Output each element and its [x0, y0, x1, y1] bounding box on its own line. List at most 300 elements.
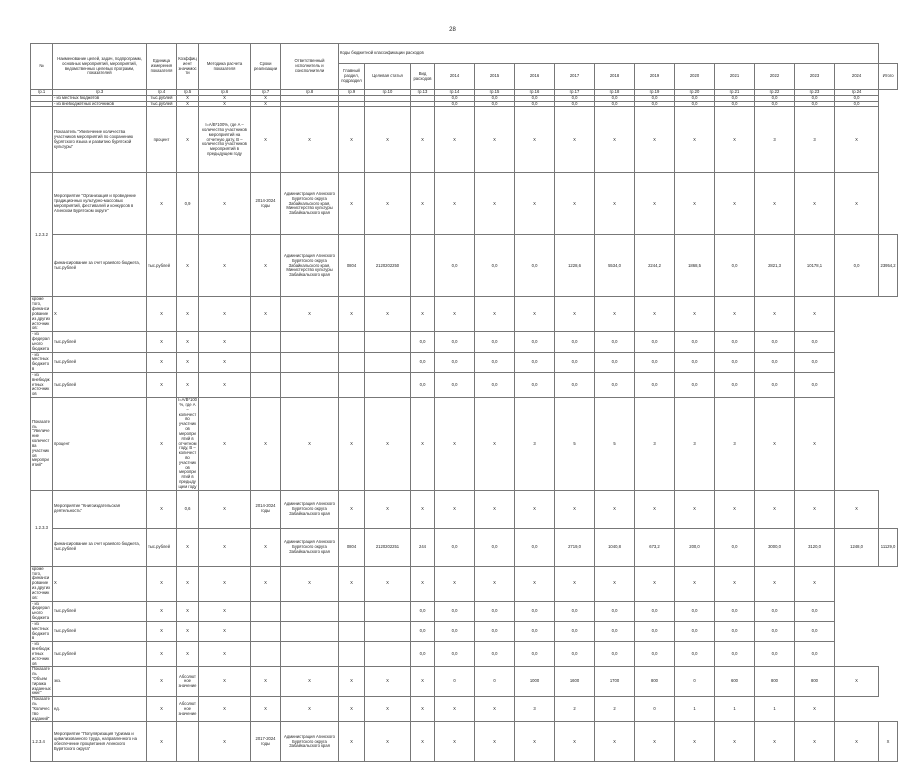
table-cell: 0,0: [795, 101, 835, 107]
table-cell: Х: [555, 107, 595, 173]
table-cell: Х: [435, 490, 475, 528]
table-cell: Х: [177, 235, 199, 297]
table-cell: Х: [715, 173, 755, 235]
table-cell: 0,0: [411, 372, 435, 397]
table-cell: 0,0: [435, 332, 475, 352]
table-cell: 0,0: [515, 352, 555, 372]
table-cell: процент: [147, 107, 177, 173]
table-cell: 0,0: [435, 642, 475, 667]
table-cell: Администрация Агинского Бурятского округа Забайкальского края: [281, 722, 339, 762]
table-cell: 0,0: [475, 528, 515, 566]
table-cell: 0,0: [635, 601, 675, 621]
table-cell: 0,0: [435, 528, 475, 566]
table-cell: 0,0: [715, 528, 755, 566]
row-label-cell: Показатель "Увеличение количества участников мероприятий": [31, 398, 53, 491]
table-cell: Х: [199, 101, 251, 107]
table-cell: 0,0: [715, 332, 755, 352]
table-cell: 0,0: [595, 352, 635, 372]
column-number-cell: гр.8: [281, 90, 339, 96]
table-cell: Х: [339, 667, 365, 697]
table-cell: 0,0: [475, 235, 515, 297]
col-method: Методика расчета показателя: [199, 44, 251, 90]
table-cell: 1000: [515, 667, 555, 697]
table-cell: 0,0: [715, 101, 755, 107]
table-cell: [411, 235, 435, 297]
table-cell: Х: [635, 107, 675, 173]
table-cell: 673,2: [635, 528, 675, 566]
table-cell: Х: [199, 490, 251, 528]
column-number-cell: гр.5: [177, 90, 199, 96]
table-cell: Х: [715, 722, 755, 762]
table-cell: Х: [555, 566, 595, 601]
col-year: 2021: [715, 64, 755, 90]
row-label-cell: кроме того, финансирование из других источников:: [31, 297, 53, 332]
col-year: 2020: [675, 64, 715, 90]
table-cell: 0: [435, 667, 475, 697]
col-term: Сроки реализации: [251, 44, 281, 90]
table-cell: Х: [199, 528, 251, 566]
table-cell: Х: [177, 528, 199, 566]
table-cell: Х: [435, 173, 475, 235]
table-cell: Х: [635, 566, 675, 601]
table-cell: Х: [251, 235, 281, 297]
table-cell: Х: [475, 722, 515, 762]
table-cell: 1040,8: [595, 528, 635, 566]
table-cell: 0,0: [411, 332, 435, 352]
table-cell: 0,0: [515, 372, 555, 397]
table-cell: [339, 332, 365, 352]
table-cell: Х: [147, 398, 177, 491]
column-number-cell: гр.17: [555, 90, 595, 96]
table-cell: 0,0: [475, 372, 515, 397]
table-cell: Х: [675, 173, 715, 235]
table-cell: 0,0: [475, 642, 515, 667]
table-cell: Х: [515, 722, 555, 762]
table-cell: I=A/B*100%, где A – количество участников мероприятий на отчетную дату, B – количество участников мероприятий в предыдущем году: [199, 107, 251, 173]
header-row-1: [31, 44, 898, 64]
table-cell: 0,0: [755, 352, 795, 372]
row-label-cell: - из местных бюджетов: [31, 352, 53, 372]
table-cell: Х: [835, 107, 879, 173]
table-cell: Х: [177, 621, 199, 641]
table-cell: Х: [147, 621, 177, 641]
table-cell: Х: [339, 490, 365, 528]
table-row: [31, 398, 898, 491]
table-cell: 11129,0: [879, 528, 898, 566]
table-cell: Х: [795, 722, 835, 762]
col-year: 2015: [475, 64, 515, 90]
table-cell: 0,0: [435, 352, 475, 372]
table-cell: 0,0: [715, 372, 755, 397]
table-cell: Х: [177, 297, 199, 332]
table-row: [31, 490, 898, 528]
column-number-cell: гр.24: [835, 90, 879, 96]
table-cell: 0,0: [435, 235, 475, 297]
table-row: [31, 235, 898, 297]
table-cell: [365, 601, 411, 621]
table-cell: Х: [475, 566, 515, 601]
table-cell: [281, 621, 339, 641]
table-cell: 3: [515, 398, 555, 491]
row-label-cell: [31, 107, 53, 173]
table-cell: 3: [715, 398, 755, 491]
table-cell: [365, 642, 411, 667]
row-label-cell: кроме того, финансирование из других источников:: [31, 566, 53, 601]
table-cell: 1: [755, 697, 795, 722]
table-cell: Х: [555, 722, 595, 762]
table-cell: 0,0: [595, 95, 635, 101]
row-label-cell: - из местных бюджетов: [31, 621, 53, 641]
table-cell: Х: [435, 697, 475, 722]
table-cell: 0,0: [675, 95, 715, 101]
table-cell: 1700: [595, 667, 635, 697]
table-cell: Х: [177, 601, 199, 621]
col-coef: Коэффициент значимости: [177, 44, 199, 90]
col-unit: Единица измерения показателя: [147, 44, 177, 90]
table-cell: 3000,0: [755, 528, 795, 566]
table-cell: 2: [595, 697, 635, 722]
table-cell: Х: [199, 332, 251, 352]
table-cell: Х: [435, 722, 475, 762]
table-cell: Х: [411, 566, 435, 601]
table-cell: Х: [411, 173, 435, 235]
table-cell: Х: [555, 490, 595, 528]
table-cell: Х: [411, 297, 435, 332]
table-cell: 0,0: [411, 601, 435, 621]
table-cell: 5: [555, 398, 595, 491]
table-row: [31, 528, 898, 566]
table-cell: I=A/B*100%, где A – количество участников мероприятий в отчетном году, B – количество участников мероприятий в предыдущем году: [178, 397, 197, 489]
row-label-cell: экз.: [53, 667, 147, 697]
table-cell: 2719,0: [555, 528, 595, 566]
column-number-cell: гр.3: [53, 90, 147, 96]
table-cell: Х: [251, 101, 281, 107]
page-number: 28: [449, 27, 456, 33]
table-cell: 0,0: [435, 101, 475, 107]
table-cell: Х: [177, 642, 199, 667]
table-cell: Администрация Агинского Бурятского округа Забайкальского края: [281, 490, 339, 528]
col-year: 2014: [435, 64, 475, 90]
table-cell: Х: [147, 667, 177, 697]
table-cell: 0,0: [475, 352, 515, 372]
table-cell: 0,0: [515, 235, 555, 297]
table-cell: Х: [199, 667, 251, 697]
table-cell: Х: [675, 107, 715, 173]
row-label-cell: тыс.рублей: [53, 621, 147, 641]
table-cell: Х: [411, 722, 435, 762]
table-cell: Х: [475, 107, 515, 173]
table-cell: 0,0: [675, 601, 715, 621]
column-number-cell: гр.7: [251, 90, 281, 96]
table-cell: 2244,2: [635, 235, 675, 297]
table-cell: 0,0: [555, 642, 595, 667]
table-cell: [251, 601, 281, 621]
table-cell: Х: [595, 297, 635, 332]
table-cell: 0,0: [795, 621, 835, 641]
table-cell: Х: [339, 398, 365, 491]
row-label-cell: Мероприятие "Книгоиздательская деятельность": [53, 490, 147, 528]
table-cell: Х: [595, 722, 635, 762]
table-cell: 0,0: [675, 101, 715, 107]
table-cell: Администрация Агинского Бурятского округа Забайкальского края: [281, 528, 339, 566]
table-cell: Х: [177, 101, 199, 107]
row-label-cell: Х: [53, 297, 147, 332]
table-cell: 0,0: [755, 332, 795, 352]
col-year: 2019: [635, 64, 675, 90]
table-cell: 0: [635, 697, 675, 722]
table-cell: тыс.рублей: [147, 101, 177, 107]
table-cell: Х: [199, 352, 251, 372]
table-cell: [251, 642, 281, 667]
table-row: [31, 297, 898, 332]
table-cell: 0,0: [635, 101, 675, 107]
table-cell: Х: [515, 107, 555, 173]
table-row: [31, 667, 898, 697]
row-label-cell: тыс.рублей: [147, 235, 177, 297]
table-cell: Х: [879, 722, 898, 762]
table-cell: 1: [675, 697, 715, 722]
table-cell: Х: [199, 173, 251, 235]
col-year: 2017: [555, 64, 595, 90]
table-cell: 600: [715, 667, 755, 697]
table-cell: Х: [281, 697, 339, 722]
row-label-cell: 1.2.3.3: [31, 490, 53, 566]
table-cell: Х: [475, 490, 515, 528]
table-cell: 0,0: [555, 332, 595, 352]
table-cell: 0,0: [755, 95, 795, 101]
table-cell: Х: [435, 297, 475, 332]
table-cell: Х: [435, 398, 475, 491]
table-cell: 0804: [339, 528, 365, 566]
table-cell: 0,0: [595, 601, 635, 621]
column-number-cell: гр.21: [715, 90, 755, 96]
col-year: 2016: [515, 64, 555, 90]
table-cell: 0,0: [715, 601, 755, 621]
table-cell: Х: [475, 697, 515, 722]
table-cell: 0: [675, 667, 715, 697]
table-cell: тыс.рублей: [147, 95, 177, 101]
table-cell: 0,0: [595, 372, 635, 397]
row-label-cell: - из федерального бюджета: [31, 332, 53, 352]
row-label-cell: 1.2.3.2: [31, 173, 53, 297]
table-cell: Х: [147, 372, 177, 397]
table-cell: Х: [795, 697, 835, 722]
table-cell: Х: [147, 697, 177, 722]
table-cell: Абсолютное значение: [177, 697, 199, 722]
table-cell: Х: [555, 173, 595, 235]
column-number-cell: гр.13: [411, 90, 435, 96]
table-cell: 0,0: [755, 601, 795, 621]
table-cell: [251, 352, 281, 372]
table-cell: 0,0: [715, 95, 755, 101]
col-itogo: Итого: [879, 64, 898, 90]
table-cell: 0,0: [795, 95, 835, 101]
table-cell: 0,0: [411, 352, 435, 372]
col-vid: Вид расходов: [411, 64, 435, 90]
table-cell: Х: [555, 297, 595, 332]
table-cell: 0,0: [835, 101, 879, 107]
table-cell: 0,0: [755, 372, 795, 397]
table-cell: 0: [475, 667, 515, 697]
table-cell: 23954,2: [879, 235, 898, 297]
table-cell: Х: [365, 398, 411, 491]
table-cell: Х: [835, 490, 879, 528]
table-cell: [281, 332, 339, 352]
table-cell: 0,0: [595, 332, 635, 352]
table-cell: 0,0: [555, 601, 595, 621]
table-cell: Х: [199, 697, 251, 722]
table-cell: Х: [147, 722, 177, 762]
table-cell: 0,0: [515, 621, 555, 641]
row-label-cell: Показатель "Количество изданий": [31, 697, 53, 722]
table-cell: 0,0: [475, 601, 515, 621]
table-cell: 1600: [555, 667, 595, 697]
table-cell: [339, 642, 365, 667]
table-cell: Х: [339, 173, 365, 235]
table-cell: Х: [835, 667, 879, 697]
table-cell: 200,0: [675, 528, 715, 566]
table-cell: Х: [515, 566, 555, 601]
table-cell: [339, 372, 365, 397]
table-cell: 0,0: [555, 621, 595, 641]
table-cell: Х: [595, 566, 635, 601]
table-cell: Х: [251, 297, 281, 332]
table-cell: Х: [835, 722, 879, 762]
row-label-cell: тыс.рублей: [53, 601, 147, 621]
table-cell: 0,0: [411, 642, 435, 667]
table-cell: Х: [795, 398, 835, 491]
row-label-cell: - из местных бюджетов: [53, 95, 147, 101]
table-cell: Х: [411, 398, 435, 491]
column-number-cell: гр.23: [795, 90, 835, 96]
table-cell: Х: [365, 490, 411, 528]
table-cell: [339, 601, 365, 621]
table-cell: 3: [795, 107, 835, 173]
table-cell: Х: [177, 95, 199, 101]
table-cell: Х: [199, 372, 251, 397]
table-row: [31, 642, 898, 667]
table-cell: [339, 352, 365, 372]
table-cell: Абсолютное значение: [177, 667, 199, 697]
column-number-cell: гр.18: [595, 90, 635, 96]
table-cell: Х: [199, 235, 251, 297]
table-cell: 0,0: [835, 235, 879, 297]
row-label-cell: финансирование за счет краевого бюджета, тыс.рублей: [53, 528, 147, 566]
table-cell: Администрация Агинского Бурятского округа Забайкальского края, Министерство культуры Забайкальского края: [281, 173, 339, 235]
table-cell: 0,0: [715, 621, 755, 641]
col-codes: Коды бюджетной классификации расходов: [339, 44, 879, 64]
budget-table: [30, 43, 898, 762]
table-cell: Х: [251, 566, 281, 601]
table-cell: 5: [595, 398, 635, 491]
table-cell: Х: [795, 490, 835, 528]
table-cell: Х: [281, 398, 339, 491]
row-label-cell: тыс.рублей: [53, 352, 147, 372]
table-cell: 0,0: [635, 95, 675, 101]
table-cell: Х: [339, 566, 365, 601]
table-cell: 0,6: [177, 490, 199, 528]
row-label-cell: Показатель "Увеличение количества участников мероприятий по сохранению бурятского языка и развитию бурятской культуры": [53, 107, 147, 173]
table-cell: 0,0: [795, 642, 835, 667]
table-cell: 0,0: [835, 95, 879, 101]
table-cell: 0,0: [595, 642, 635, 667]
col-razdel: Главный раздел, подраздел: [339, 64, 365, 90]
table-cell: 800: [795, 667, 835, 697]
table-cell: 2014-2024 годы: [251, 490, 281, 528]
table-cell: Х: [515, 297, 555, 332]
table-cell: Х: [435, 566, 475, 601]
table-row: [31, 566, 898, 601]
row-label-cell: Мероприятие "Организация и проведение традиционных культурно-массовых мероприятий, фестивалей и конкурсов в Агинском Бурятском округе": [53, 173, 147, 235]
table-cell: 0,0: [595, 101, 635, 107]
table-cell: Х: [199, 722, 251, 762]
column-number-cell: гр.19: [635, 90, 675, 96]
table-cell: Х: [411, 107, 435, 173]
table-cell: Х: [715, 566, 755, 601]
table-cell: Х: [339, 297, 365, 332]
table-cell: 0,0: [411, 621, 435, 641]
table-row: [31, 621, 898, 641]
table-row: [31, 601, 898, 621]
table-cell: Х: [281, 566, 339, 601]
column-number-cell: гр.15: [475, 90, 515, 96]
table-cell: 0,0: [755, 642, 795, 667]
column-number-cell: гр.10: [365, 90, 411, 96]
col-cel: Целевая статья: [365, 64, 411, 90]
table-cell: 0,0: [635, 332, 675, 352]
table-cell: Х: [147, 566, 177, 601]
table-cell: Х: [475, 173, 515, 235]
table-cell: Х: [281, 297, 339, 332]
table-cell: Х: [675, 722, 715, 762]
table-cell: Х: [199, 601, 251, 621]
table-cell: [365, 332, 411, 352]
row-label-cell: ед.: [53, 697, 147, 722]
table-cell: [281, 601, 339, 621]
col-year: 2023: [795, 64, 835, 90]
table-cell: 2017-2024 годы: [251, 722, 281, 762]
table-cell: Х: [147, 642, 177, 667]
row-label-cell: - из федерального бюджета: [31, 601, 53, 621]
row-label-cell: 1.2.3.4: [31, 722, 53, 762]
table-cell: Х: [251, 95, 281, 101]
table-row: [31, 372, 898, 397]
table-cell: 2014-2024 годы: [251, 173, 281, 235]
table-cell: 3: [635, 398, 675, 491]
table-cell: 0,0: [755, 621, 795, 641]
table-cell: 0,0: [675, 332, 715, 352]
table-cell: 0,0: [515, 95, 555, 101]
table-cell: Х: [411, 697, 435, 722]
table-cell: Х: [715, 490, 755, 528]
table-cell: Х: [475, 398, 515, 491]
table-cell: 0,0: [635, 642, 675, 667]
table-cell: [365, 372, 411, 397]
table-cell: 0,0: [755, 101, 795, 107]
table-cell: 0,9: [177, 173, 199, 235]
table-cell: 0,0: [515, 332, 555, 352]
table-cell: 3: [515, 697, 555, 722]
table-cell: Х: [251, 528, 281, 566]
table-cell: 0,0: [475, 95, 515, 101]
table-cell: 0,0: [515, 601, 555, 621]
column-number-cell: гр.4: [147, 90, 177, 96]
table-cell: 10178,1: [795, 235, 835, 297]
table-cell: 0,0: [715, 642, 755, 667]
table-cell: 0,0: [795, 352, 835, 372]
table-cell: Х: [675, 566, 715, 601]
table-cell: [281, 352, 339, 372]
